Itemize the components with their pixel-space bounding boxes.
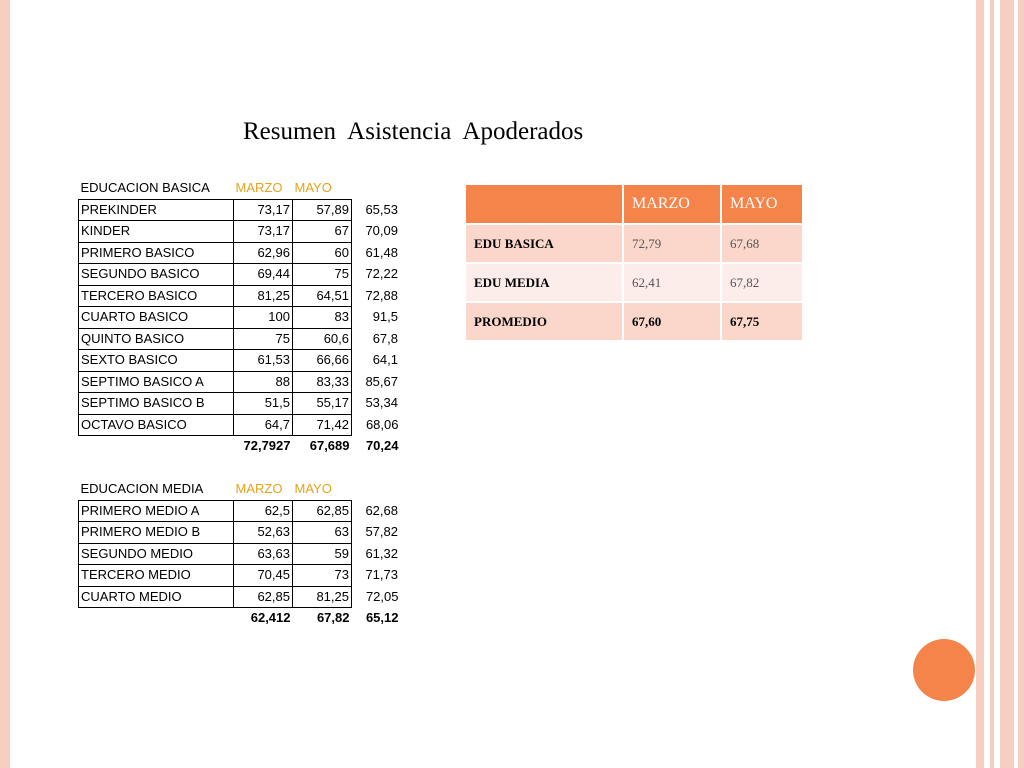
marzo-value: 52,63 xyxy=(234,522,293,544)
course-name: SEXTO BASICO xyxy=(79,350,234,372)
table-row xyxy=(79,522,401,544)
average-value: 68,06 xyxy=(365,416,399,432)
total-label xyxy=(79,608,234,629)
column-header-average xyxy=(352,479,401,500)
course-name: PRIMERO BASICO xyxy=(79,242,234,264)
table-header-row xyxy=(79,479,401,500)
mayo-value: 60 xyxy=(293,242,352,264)
mayo-value: 64,51 xyxy=(293,285,352,307)
slide-frame-right xyxy=(990,0,994,768)
course-name: PRIMERO MEDIO A xyxy=(79,500,234,522)
summary-corner-cell xyxy=(466,185,622,223)
summary-row xyxy=(466,225,802,262)
marzo-value: 62,96 xyxy=(234,242,293,264)
mayo-value: 62,85 xyxy=(293,500,352,522)
average-value: 85,67 xyxy=(365,373,398,389)
mayo-value: 71,42 xyxy=(293,414,352,436)
marzo-value: 75 xyxy=(234,328,293,350)
mayo-value: 59 xyxy=(293,543,352,565)
column-header-mayo: MAYO xyxy=(294,180,332,196)
mayo-value: 81,25 xyxy=(293,586,352,608)
marzo-value: 64,7 xyxy=(234,414,293,436)
table-row xyxy=(79,543,401,565)
average-value: 61,32 xyxy=(365,545,398,561)
course-name: TERCERO MEDIO xyxy=(79,565,234,587)
table-row xyxy=(79,586,401,608)
summary-mayo-value: 67,75 xyxy=(722,303,802,340)
summary-row xyxy=(466,264,802,301)
column-header-mayo: MAYO xyxy=(294,481,332,497)
marzo-value: 69,44 xyxy=(234,264,293,286)
marzo-value: 61,53 xyxy=(234,350,293,372)
table-header-row xyxy=(79,178,401,199)
basica-attendance-table xyxy=(78,178,401,457)
average-value: 64,1 xyxy=(372,352,398,368)
marzo-value: 62,5 xyxy=(234,500,293,522)
mayo-value: 57,89 xyxy=(293,199,352,221)
summary-row-label: PROMEDIO xyxy=(466,303,622,340)
course-name: SEGUNDO MEDIO xyxy=(79,543,234,565)
table-row xyxy=(79,285,401,307)
course-name: TERCERO BASICO xyxy=(79,285,234,307)
summary-header-mayo: MAYO xyxy=(722,185,802,223)
table-row xyxy=(79,371,401,393)
mayo-value: 55,17 xyxy=(293,393,352,415)
average-value: 70,09 xyxy=(365,223,398,239)
average-value: 62,68 xyxy=(365,502,398,518)
average-value: 71,73 xyxy=(365,567,398,583)
slide-frame-left xyxy=(0,0,10,768)
course-name: SEGUNDO BASICO xyxy=(79,264,234,286)
marzo-total: 62,412 xyxy=(250,610,291,626)
summary-row-label: EDU MEDIA xyxy=(466,264,622,301)
table-row xyxy=(79,242,401,264)
average-value: 72,05 xyxy=(365,588,399,604)
marzo-value: 62,85 xyxy=(234,586,293,608)
mayo-value: 63 xyxy=(293,522,352,544)
mayo-value: 83,33 xyxy=(293,371,352,393)
mayo-total: 67,82 xyxy=(316,610,350,626)
summary-marzo-value: 67,60 xyxy=(624,303,720,340)
decorative-circle xyxy=(913,639,975,701)
column-header-marzo: MARZO xyxy=(235,481,283,497)
summary-header-row xyxy=(466,185,802,223)
table-row xyxy=(79,264,401,286)
section-label: EDUCACION MEDIA xyxy=(80,481,204,497)
slide-frame-right xyxy=(1000,0,1014,768)
marzo-total: 72,7927 xyxy=(243,438,291,454)
table-row xyxy=(79,307,401,329)
average-value: 61,48 xyxy=(365,244,398,260)
marzo-value: 73,17 xyxy=(234,199,293,221)
average-value: 67,8 xyxy=(372,330,398,346)
table-row xyxy=(79,393,401,415)
course-name: PRIMERO MEDIO B xyxy=(79,522,234,544)
table-row xyxy=(79,565,401,587)
mayo-value: 73 xyxy=(293,565,352,587)
section-label: EDUCACION BASICA xyxy=(80,180,210,196)
marzo-value: 88 xyxy=(234,371,293,393)
marzo-value: 63,63 xyxy=(234,543,293,565)
course-name: CUARTO BASICO xyxy=(79,307,234,329)
summary-row xyxy=(466,303,802,340)
average-value: 72,88 xyxy=(365,287,398,303)
average-value: 53,34 xyxy=(365,395,398,411)
slide-frame-right xyxy=(1018,0,1024,768)
summary-marzo-value: 72,79 xyxy=(624,225,720,262)
summary-mayo-value: 67,68 xyxy=(722,225,802,262)
course-name: KINDER xyxy=(79,221,234,243)
average-total: 65,12 xyxy=(365,610,399,625)
table-row xyxy=(79,350,401,372)
slide-title: Resumen Asistencia Apoderados xyxy=(243,118,584,145)
mayo-value: 60,6 xyxy=(293,328,352,350)
marzo-value: 73,17 xyxy=(234,221,293,243)
table-row xyxy=(79,500,401,522)
marzo-value: 51,5 xyxy=(234,393,293,415)
table-row xyxy=(79,221,401,243)
summary-mayo-value: 67,82 xyxy=(722,264,802,301)
summary-row-label: EDU BASICA xyxy=(466,225,622,262)
average-total: 70,24 xyxy=(365,438,399,453)
average-value: 72,22 xyxy=(365,266,398,282)
column-header-average xyxy=(352,178,401,199)
course-name: QUINTO BASICO xyxy=(79,328,234,350)
total-row xyxy=(79,608,401,629)
media-attendance-table xyxy=(78,479,401,629)
total-row xyxy=(79,436,401,457)
marzo-value: 100 xyxy=(234,307,293,329)
average-value: 65,53 xyxy=(365,201,398,217)
summary-table xyxy=(464,183,804,342)
course-name: PREKINDER xyxy=(79,199,234,221)
marzo-value: 81,25 xyxy=(234,285,293,307)
column-header-marzo: MARZO xyxy=(235,180,283,196)
course-name: SEPTIMO BASICO B xyxy=(79,393,234,415)
mayo-value: 75 xyxy=(293,264,352,286)
course-name: CUARTO MEDIO xyxy=(79,586,234,608)
average-value: 91,5 xyxy=(372,309,398,325)
total-label xyxy=(79,436,234,457)
table-row xyxy=(79,414,401,436)
slide-frame-right xyxy=(976,0,984,768)
summary-marzo-value: 62,41 xyxy=(624,264,720,301)
mayo-value: 83 xyxy=(293,307,352,329)
mayo-value: 66,66 xyxy=(293,350,352,372)
mayo-value: 67 xyxy=(293,221,352,243)
marzo-value: 70,45 xyxy=(234,565,293,587)
table-row xyxy=(79,199,401,221)
table-row xyxy=(79,328,401,350)
average-value: 57,82 xyxy=(365,524,398,540)
course-name: SEPTIMO BASICO A xyxy=(79,371,234,393)
summary-header-marzo: MARZO xyxy=(624,185,720,223)
course-name: OCTAVO BASICO xyxy=(79,414,234,436)
mayo-total: 67,689 xyxy=(309,438,350,454)
